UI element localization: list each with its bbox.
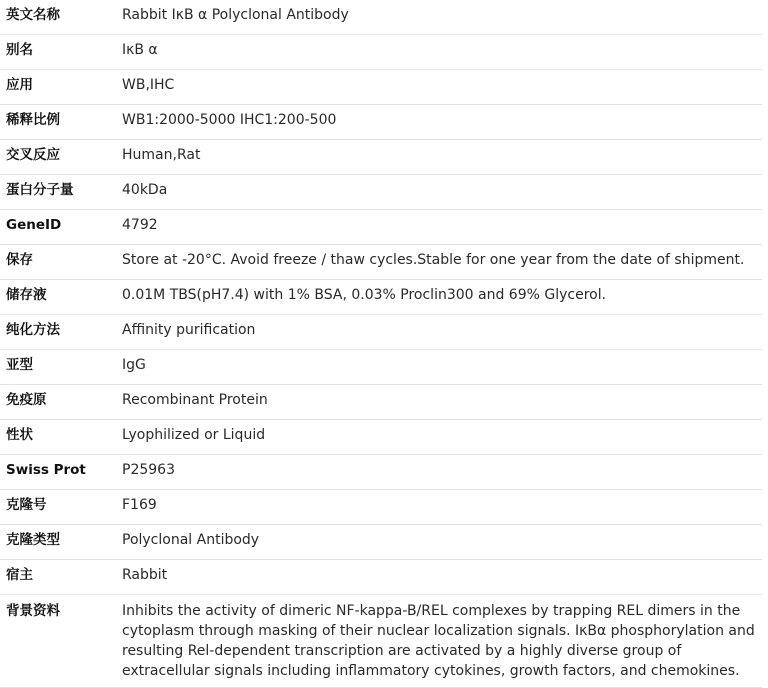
spec-row-isotype [0,350,762,385]
spec-row-host [0,560,762,595]
spec-value: Polyclonal Antibody [114,525,762,560]
spec-value: IκB α [114,35,762,70]
spec-row-background [0,595,762,688]
spec-value: WB,IHC [114,70,762,105]
spec-value: Rabbit IκB α Polyclonal Antibody [114,0,762,35]
spec-value: Inhibits the activity of dimeric NF-kappa-B/REL complexes by trapping REL dimers in the cytoplasm through masking of their nuclear localization signals. IκBα phosphorylation and resulting Rel-dependent transcription are activated by a highly diverse group of extracellular signals including inflammatory cytokines, growth factors, and chemokines. [114,595,762,688]
spec-row-swiss-prot [0,455,762,490]
spec-label: 性状 [0,420,114,455]
spec-value: 0.01M TBS(pH7.4) with 1% BSA, 0.03% Proclin300 and 69% Glycerol. [114,280,762,315]
spec-row-purification [0,315,762,350]
spec-label: 交叉反应 [0,140,114,175]
spec-value: Human,Rat [114,140,762,175]
spec-label: 保存 [0,245,114,280]
spec-label: 储存液 [0,280,114,315]
spec-label: 蛋白分子量 [0,175,114,210]
spec-value: WB1:2000-5000 IHC1:200-500 [114,105,762,140]
spec-row-buffer [0,280,762,315]
spec-row-dilution [0,105,762,140]
spec-label: 别名 [0,35,114,70]
spec-value: 40kDa [114,175,762,210]
spec-label: 英文名称 [0,0,114,35]
spec-label: 宿主 [0,560,114,595]
spec-value: Affinity purification [114,315,762,350]
spec-row-reactivity [0,140,762,175]
spec-label: 稀释比例 [0,105,114,140]
spec-row-storage [0,245,762,280]
spec-label: Swiss Prot [0,455,114,490]
spec-label: 亚型 [0,350,114,385]
spec-row-gene-id [0,210,762,245]
spec-label: 免疫原 [0,385,114,420]
spec-value: IgG [114,350,762,385]
spec-value: Lyophilized or Liquid [114,420,762,455]
spec-row-clone-number [0,490,762,525]
spec-value: Store at -20°C. Avoid freeze / thaw cycles.Stable for one year from the date of shipment. [114,245,762,280]
spec-value: 4792 [114,210,762,245]
spec-value: Recombinant Protein [114,385,762,420]
spec-value: Rabbit [114,560,762,595]
spec-label: 克隆类型 [0,525,114,560]
spec-row-immunogen [0,385,762,420]
spec-label: 背景资料 [0,595,114,688]
spec-row-english-name [0,0,762,35]
spec-row-application [0,70,762,105]
spec-label: 克隆号 [0,490,114,525]
spec-value: P25963 [114,455,762,490]
spec-row-alias [0,35,762,70]
spec-value: F169 [114,490,762,525]
spec-row-form [0,420,762,455]
spec-label: 纯化方法 [0,315,114,350]
spec-row-clonality [0,525,762,560]
spec-label: 应用 [0,70,114,105]
spec-label: GeneID [0,210,114,245]
spec-row-molecular-weight [0,175,762,210]
